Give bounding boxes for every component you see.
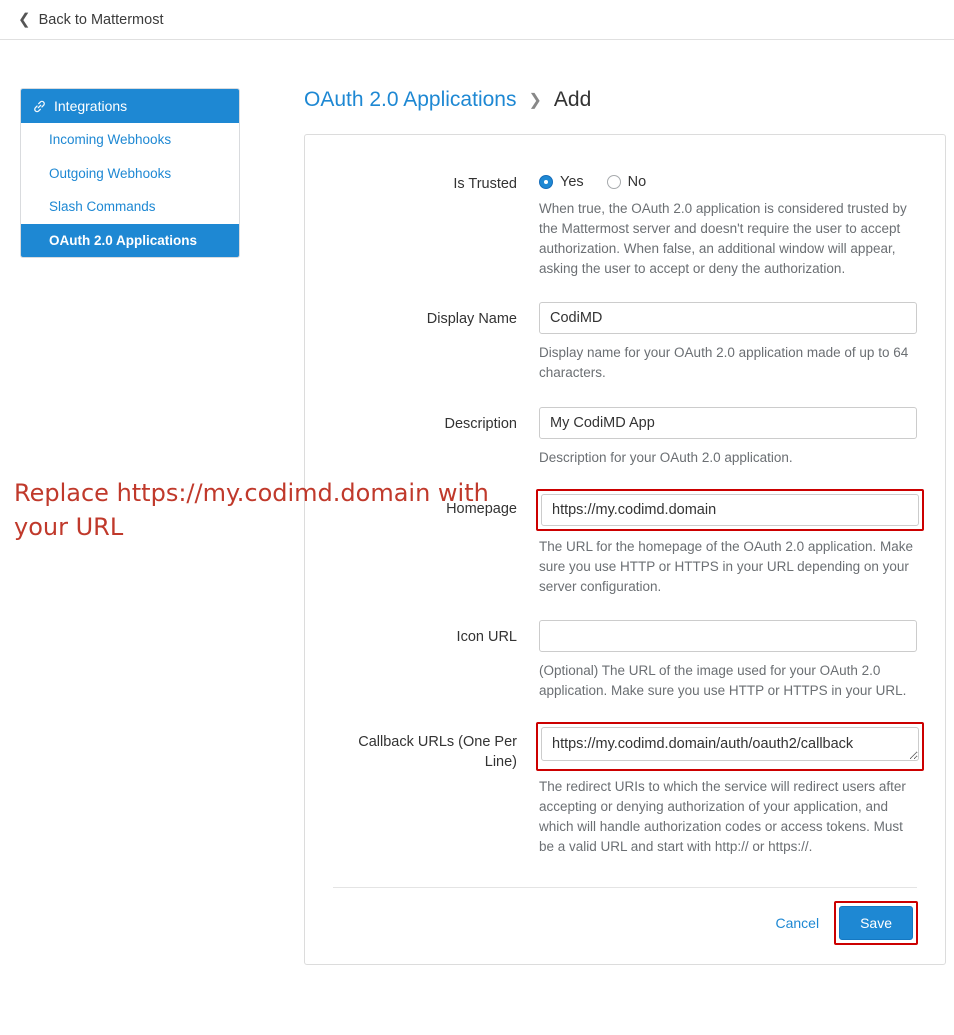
back-to-mattermost-link[interactable] <box>18 12 163 28</box>
form-actions <box>333 904 917 942</box>
help-is-trusted: When true, the OAuth 2.0 application is considered trusted by the Mattermost server and doesn't require the user to accept authorization. When false, an additional window will appear, asking the user to accept or deny the authorization. <box>539 201 907 276</box>
breadcrumb-parent-link[interactable]: OAuth 2.0 Applications <box>304 88 517 111</box>
label-icon-url: Icon URL <box>456 629 517 646</box>
breadcrumb <box>304 88 946 112</box>
link-icon <box>33 100 46 113</box>
field-homepage <box>539 492 921 617</box>
field-row-callback-urls <box>333 725 917 876</box>
cancel-button[interactable]: Cancel <box>771 909 823 937</box>
help-display-name: Display name for your OAuth 2.0 application made of up to 64 characters. <box>539 345 909 381</box>
chevron-right-icon: ❯ <box>528 92 542 109</box>
save-button[interactable]: Save <box>839 906 913 940</box>
back-to-mattermost-label: Back to Mattermost <box>38 11 164 28</box>
sidebar-item-slash-commands[interactable]: Slash Commands <box>21 190 239 224</box>
field-is-trusted <box>539 167 917 298</box>
sidebar-item-incoming-webhooks[interactable]: Incoming Webhooks <box>21 123 239 157</box>
field-row-is-trusted <box>333 167 917 298</box>
label-display-name: Display Name <box>426 311 517 328</box>
help-homepage: The URL for the homepage of the OAuth 2.0 application. Make sure you use HTTP or HTTPS in your URL depending on your server configuration. <box>539 538 913 594</box>
label-is-trusted: Is Trusted <box>453 176 517 192</box>
highlight-save-button <box>834 901 918 945</box>
highlight-callback-urls <box>536 722 924 771</box>
field-row-icon-url <box>333 620 917 721</box>
icon-url-input[interactable] <box>539 620 917 652</box>
description-input[interactable] <box>539 407 917 439</box>
page-body <box>0 40 954 965</box>
oauth-app-form-card <box>304 134 946 965</box>
field-callback-urls <box>539 725 921 876</box>
display-name-input[interactable] <box>539 302 917 334</box>
radio-label-yes[interactable]: Yes <box>560 174 584 190</box>
help-description: Description for your OAuth 2.0 application. <box>539 450 793 466</box>
radio-group-is-trusted <box>539 167 917 190</box>
radio-is-trusted-yes[interactable] <box>539 175 553 189</box>
label-description: Description <box>444 416 517 433</box>
breadcrumb-current: Add <box>553 88 592 111</box>
sidebar-box <box>20 88 240 258</box>
annotation-replace-url: Replace https://my.codimd.domain with your URL <box>14 479 489 542</box>
help-callback-urls: The redirect URIs to which the service will redirect users after accepting or denying authorization of your application, and which will handle authorization codes or access tokens. Must be a valid URL and start with http:// or https://. <box>539 779 906 854</box>
form-divider <box>333 887 917 888</box>
radio-label-no[interactable]: No <box>627 174 647 190</box>
label-homepage: Homepage <box>446 500 517 517</box>
homepage-input[interactable] <box>541 494 919 526</box>
help-icon-url: (Optional) The URL of the image used for your OAuth 2.0 application. Make sure you use HTTP or HTTPS in your URL. <box>539 663 907 699</box>
sidebar-item-oauth-applications[interactable]: OAuth 2.0 Applications <box>21 224 239 258</box>
radio-is-trusted-no[interactable] <box>607 175 621 189</box>
field-display-name <box>539 302 917 403</box>
field-icon-url <box>539 620 917 721</box>
field-description <box>539 407 917 488</box>
label-callback-urls: Callback URLs (One Per Line) <box>358 734 517 770</box>
sidebar-header-integrations[interactable] <box>21 89 239 123</box>
highlight-homepage <box>536 489 924 531</box>
sidebar-header-label: Integrations <box>54 98 128 114</box>
sidebar-item-outgoing-webhooks[interactable]: Outgoing Webhooks <box>21 157 239 191</box>
field-row-display-name <box>333 302 917 403</box>
top-bar <box>0 0 954 40</box>
chevron-left-icon: ❮ <box>18 11 31 28</box>
callback-urls-textarea[interactable] <box>541 727 919 761</box>
